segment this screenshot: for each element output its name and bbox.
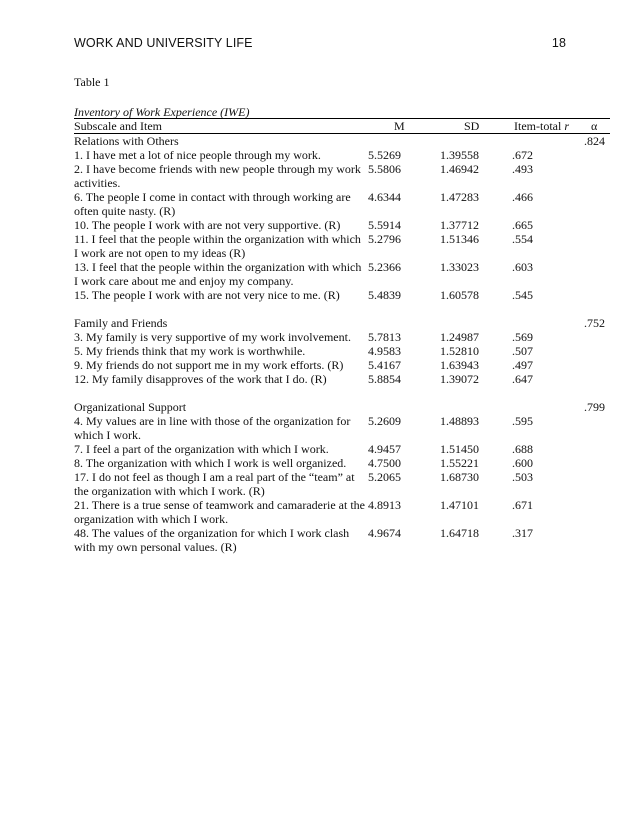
table-row [74,162,610,190]
item-mean: 5.2796 [368,232,401,246]
item-mean: 5.4839 [368,288,401,302]
item-total-r: .665 [512,218,533,232]
item-mean: 4.7500 [368,456,401,470]
item-total-r: .671 [512,498,533,512]
table-title: Inventory of Work Experience (IWE) [74,105,250,119]
item-mean: 4.9674 [368,526,401,540]
running-head: WORK AND UNIVERSITY LIFE [74,36,253,50]
item-mean: 5.2609 [368,414,401,428]
item-text: 15. The people I work with are not very nice to me. (R) [74,288,340,302]
item-mean: 4.6344 [368,190,401,204]
col-header-item: Subscale and Item [74,119,162,133]
table-body [74,134,610,554]
item-sd: 1.33023 [440,260,479,274]
subscale-name: Organizational Support [74,400,187,414]
item-total-r: .647 [512,372,533,386]
subscale-alpha: .752 [584,316,605,330]
item-total-r: .688 [512,442,533,456]
col-header-alpha: α [591,119,598,133]
item-mean: 4.9457 [368,442,401,456]
item-sd: 1.64718 [440,526,479,540]
item-sd: 1.68730 [440,470,479,484]
section-gap [74,302,610,316]
item-sd: 1.39072 [440,372,479,386]
item-text: 1. I have met a lot of nice people through my work. [74,148,321,162]
subscale-row [74,400,610,414]
table-row [74,372,610,386]
item-total-r: .507 [512,344,533,358]
item-total-r: .466 [512,190,533,204]
item-sd: 1.39558 [440,148,479,162]
col-header-m: M [394,119,405,133]
item-sd: 1.55221 [440,456,479,470]
item-text: 10. The people I work with are not very supportive. (R) [74,218,341,232]
subscale-alpha: .799 [584,400,605,414]
item-sd: 1.48893 [440,414,479,428]
item-text: 21. There is a true sense of teamwork and camaraderie at the organization with which I work. [74,498,365,526]
item-total-r: .493 [512,162,533,176]
item-text: 48. The values of the organization for which I work clash with my own personal values. (R) [74,526,350,554]
subscale-name: Family and Friends [74,316,168,330]
item-mean: 4.9583 [368,344,401,358]
item-mean: 4.8913 [368,498,401,512]
item-sd: 1.47101 [440,498,479,512]
col-header-sd: SD [464,119,480,133]
page-number: 18 [551,36,566,50]
item-mean: 5.2366 [368,260,401,274]
item-text: 5. My friends think that my work is worthwhile. [74,344,306,358]
item-total-r: .672 [512,148,533,162]
item-sd: 1.51346 [440,232,479,246]
table-row [74,260,610,288]
subscale-alpha: .824 [584,134,605,148]
table-label: Table 1 [74,75,110,89]
table-row [74,148,610,162]
table-row [74,190,610,218]
subscale-row [74,316,610,330]
item-text: 11. I feel that the people within the organization with which I work are not open to my ideas (R) [74,232,361,260]
table-row [74,330,610,344]
item-total-r: .554 [512,232,533,246]
item-mean: 5.8854 [368,372,401,386]
item-total-r: .569 [512,330,533,344]
item-sd: 1.51450 [440,442,479,456]
item-text: 13. I feel that the people within the organization with which I work care about me and enjoy my company. [74,260,362,288]
subscale-row [74,134,610,148]
table-row [74,470,610,498]
item-total-r: .603 [512,260,533,274]
item-sd: 1.37712 [440,218,479,232]
item-total-r: .545 [512,288,533,302]
item-sd: 1.52810 [440,344,479,358]
item-sd: 1.46942 [440,162,479,176]
col-header-r-suffix: r [564,119,569,133]
table-row [74,218,610,232]
table-row [74,456,610,470]
item-total-r: .600 [512,456,533,470]
item-text: 12. My family disapproves of the work that I do. (R) [74,372,327,386]
item-mean: 5.5269 [368,148,401,162]
item-total-r: .497 [512,358,533,372]
item-text: 2. I have become friends with new people through my work activities. [74,162,361,190]
item-mean: 5.4167 [368,358,401,372]
item-text: 3. My family is very supportive of my work involvement. [74,330,351,344]
item-sd: 1.60578 [440,288,479,302]
item-mean: 5.5914 [368,218,401,232]
item-sd: 1.63943 [440,358,479,372]
table-row [74,442,610,456]
table-row [74,526,610,554]
subscale-name: Relations with Others [74,134,179,148]
item-text: 9. My friends do not support me in my work efforts. (R) [74,358,344,372]
item-text: 4. My values are in line with those of the organization for which I work. [74,414,351,442]
table-row [74,288,610,302]
col-header-item-total-r [514,119,569,133]
item-mean: 5.5806 [368,162,401,176]
table-row [74,344,610,358]
table-row [74,358,610,372]
item-text: 7. I feel a part of the organization with which I work. [74,442,329,456]
item-text: 17. I do not feel as though I am a real part of the “team” at the organization with which I work. (R) [74,470,355,498]
table-row [74,498,610,526]
item-sd: 1.47283 [440,190,479,204]
section-gap [74,386,610,400]
col-header-r-prefix: Item-total [514,119,565,133]
item-mean: 5.7813 [368,330,401,344]
item-text: 6. The people I come in contact with through working are often quite nasty. (R) [74,190,351,218]
item-total-r: .503 [512,470,533,484]
table-row [74,414,610,442]
table-row [74,232,610,260]
item-total-r: .595 [512,414,533,428]
table-header-row [74,118,610,134]
item-sd: 1.24987 [440,330,479,344]
item-total-r: .317 [512,526,533,540]
item-mean: 5.2065 [368,470,401,484]
item-text: 8. The organization with which I work is well organized. [74,456,347,470]
iwe-table [74,118,610,554]
